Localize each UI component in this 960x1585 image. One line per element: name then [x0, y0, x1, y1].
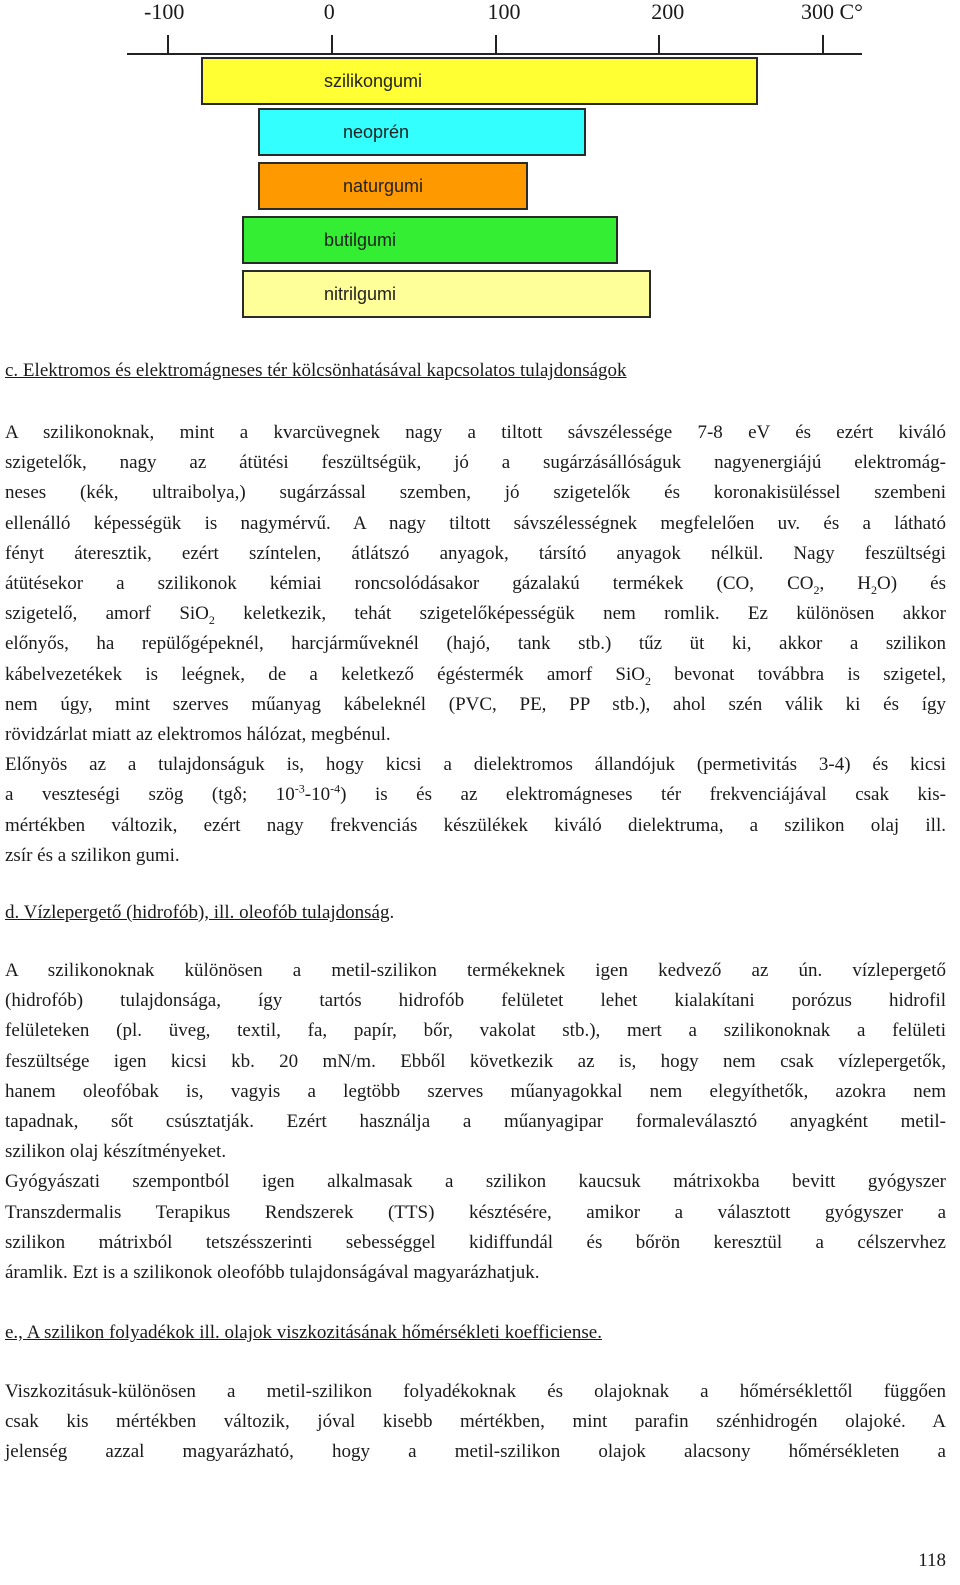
text-line: (hidrofób) tulajdonsága, így tartós hidrofób felületet lehet kialakítani porózus hidrofil — [5, 990, 946, 1012]
text-line: ellenálló képességük is nagymérvű. A nagy tiltott sávszélességnek megfelelően uv. és a látható — [5, 512, 946, 534]
section-d-heading-dot: . — [389, 902, 395, 923]
text-fragment: bevonat továbbra is szigetel, — [651, 663, 946, 685]
text-line: csak kis mértékben változik, jóval kisebb mértékben, mint parafin szénhidrogén olajoké. A — [5, 1411, 946, 1433]
text-line: Transzdermalis Terapikus Rendszerek (TTS) késztésére, amikor a választott gyógyszer a — [5, 1201, 946, 1223]
x-axis-tick — [822, 35, 824, 53]
subscript: 2 — [871, 582, 878, 597]
text-fragment: keletkezik, tehát szigetelőképességük nem romlik. Ez különösen akkor — [214, 603, 947, 625]
text-line: zsír és a szilikon gumi. — [5, 844, 180, 866]
x-tick-label: 300 C° — [801, 0, 863, 24]
text-line: Előnyös az a tulajdonságuk is, hogy kicsi a dielektromos állandójuk (permetivitás 3-4) és kicsi — [5, 754, 946, 776]
range-bar — [242, 216, 619, 264]
section-c-paragraph-1 — [5, 418, 946, 871]
x-axis-tick — [331, 35, 333, 53]
text-fragment: -10 — [304, 784, 331, 806]
x-axis-tick — [495, 35, 497, 53]
section-c-heading: c. Elektromos és elektromágneses tér kölcsönhatásával kapcsolatos tulajdonságok — [5, 360, 627, 381]
text-fragment: , H — [819, 573, 872, 595]
text-line — [5, 569, 946, 599]
text-line — [5, 660, 946, 690]
superscript: -3 — [294, 782, 305, 797]
text-line: Viszkozitásuk-különösen a metil-szilikon folyadékoknak és olajoknak a hőmérséklettől függően — [5, 1381, 946, 1402]
section-d-paragraph-1 — [5, 956, 946, 1288]
text-line: nem úgy, mint szerves műanyag kábeleknél (PVC, PE, PP stb.), ahol szén válik ki és így — [5, 693, 946, 715]
text-line: szilikon olaj készítményeket. — [5, 1141, 227, 1163]
text-line: áramlik. Ezt is a szilikonok oleofóbb tulajdonságával magyarázhatjuk. — [5, 1262, 540, 1284]
superscript: -4 — [330, 782, 341, 797]
subscript: 2 — [645, 673, 652, 688]
text-line: hanem oleofóbak is, vagyis a legtöbb szerves műanyagokkal nem elegyíthetők, azokra nem — [5, 1080, 946, 1102]
subscript: 2 — [813, 582, 820, 597]
range-bar-label: neoprén — [343, 122, 410, 142]
x-axis-line — [127, 53, 862, 55]
text-line: jelenség azzal magyarázható, hogy a metil-szilikon olajok alacsony hőmérsékleten a — [5, 1441, 946, 1463]
text-line: mértékben változik, ezért nagy frekvenciás készülékek kiváló dielektruma, a szilikon olaj ill. — [5, 814, 946, 836]
text-fragment: kábelvezetékek is leégnek, de a keletkező égéstermék amorf SiO — [5, 663, 646, 685]
text-line: előnyős, ha repülőgépeknél, harcjárműveknél (hajó, tank stb.) tűz üt ki, akkor a szilikon — [5, 633, 946, 655]
text-line — [5, 599, 946, 629]
text-fragment: ) is és az elektromágneses tér frekvenciájával csak kis- — [340, 784, 946, 806]
x-tick-label: -100 — [144, 0, 185, 24]
section-d-heading-wrap — [5, 900, 394, 926]
temperature-range-chart — [0, 0, 960, 330]
range-bar-label: nitrilgumi — [324, 284, 397, 304]
x-tick-label: 0 — [323, 0, 335, 24]
x-tick-label: 100 — [487, 0, 521, 24]
subscript: 2 — [208, 613, 215, 628]
x-axis-tick — [167, 35, 169, 53]
text-line — [5, 780, 946, 810]
text-line: fényt áteresztik, ezért színtelen, átlátszó anyagok, társító anyagok nélkül. Nagy feszültségi — [5, 542, 946, 564]
text-fragment: O) és — [877, 573, 946, 595]
text-line: felületeken (pl. üveg, textil, fa, papír, bőr, vakolat stb.), mert a szilikonoknak a felületi — [5, 1020, 946, 1042]
text-line: feszültsége igen kicsi kb. 20 mN/m. Ebből következik az is, hogy nem csak vízlepergetők, — [5, 1050, 946, 1072]
range-bar-label: naturgumi — [343, 176, 424, 196]
text-line: Gyógyászati szempontból igen alkalmasak a szilikon kaucsuk mátrixokba bevitt gyógyszer — [5, 1171, 946, 1193]
range-bar — [258, 108, 586, 156]
text-line: szigetelők, nagy az átütési feszültségük, jó a sugárzásállóságuk nagyenergiájú elektromág- — [5, 452, 946, 474]
section-e-paragraph-1 — [5, 1377, 946, 1468]
range-bar — [242, 270, 651, 318]
text-fragment: átütésekor a szilikonok kémiai roncsolódásakor gázalakú termékek (CO, CO — [5, 573, 814, 595]
page-number: 118 — [918, 1550, 946, 1571]
range-bar-label: szilikongumi — [324, 71, 423, 91]
text-line: rövidzárlat miatt az elektromos hálózat, megbénul. — [5, 724, 391, 746]
section-e-heading: e., A szilikon folyadékok ill. olajok viszkozitásának hőmérsékleti koefficiense. — [5, 1322, 602, 1343]
range-bar-label: butilgumi — [324, 230, 397, 250]
text-fragment: szigetelő, amorf SiO — [5, 603, 209, 625]
text-line: A szilikonoknak különösen a metil-szilikon termékeknek igen kedvező az ún. vízlepergető — [5, 960, 946, 981]
text-line: tapadnak, sőt csúsztatják. Ezért használja a műanyagipar formaleválasztó anyagként metil- — [5, 1111, 946, 1133]
text-line: szilikon mátrixból tetszésszerinti sebességgel kidiffundál és bőrön keresztül a célszervhez — [5, 1231, 946, 1253]
text-fragment: a veszteségi szög (tgδ; 10 — [5, 784, 295, 806]
x-tick-label: 200 — [651, 0, 685, 24]
range-bar — [201, 57, 758, 105]
text-line: A szilikonoknak, mint a kvarcüvegnek nagy a tiltott sávszélessége 7-8 eV és ezért kiváló — [5, 422, 946, 443]
x-axis-tick — [658, 35, 660, 53]
section-d-heading: d. Vízlepergető (hidrofób), ill. oleofób tulajdonság — [5, 902, 390, 923]
text-line: neses (kék, ultraibolya,) sugárzással szemben, jó szigetelők és koronakisüléssel szembeni — [5, 482, 946, 504]
